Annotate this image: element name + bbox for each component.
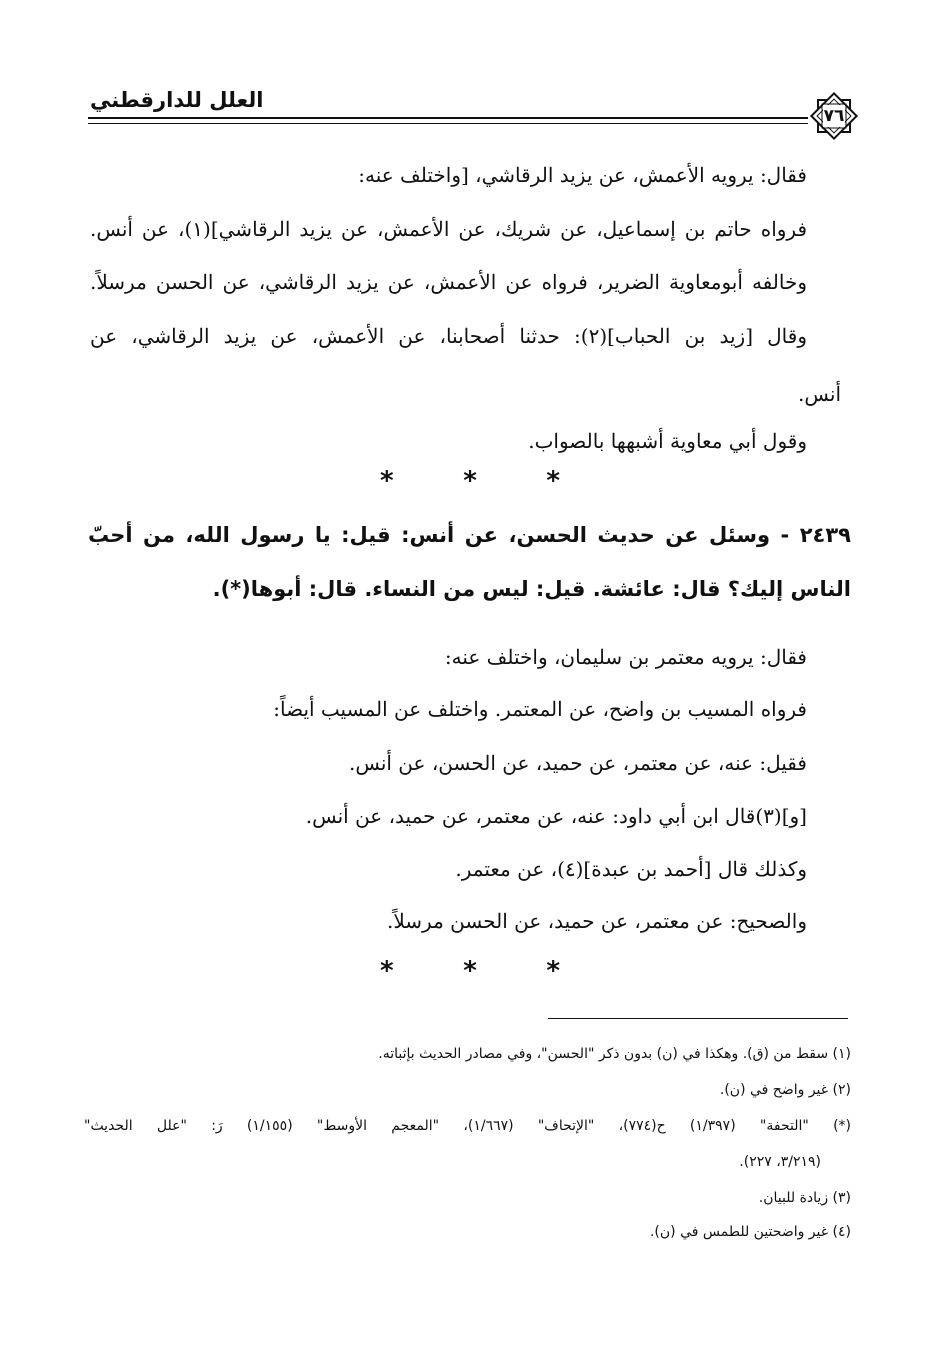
star-icon: * [463,466,477,496]
text-line: فرواه حاتم بن إسماعيل، عن شريك، عن الأعمش، عن يزيد الرقاشي](١)، عن أنس. [90,217,808,241]
question-heading-line: ٢٤٣٩ - وسئل عن حديث الحسن، عن أنس: قيل: يا رسول الله، من أحبّ [88,523,851,547]
text-line: [و](٣)قال ابن أبي داود: عنه، عن معتمر، عن حميد، عن أنس. [305,804,807,828]
text-line: أنس. [798,382,841,406]
star-icon: * [380,956,394,986]
text-line: وكذلك قال [أحمد بن عبدة](٤)، عن معتمر. [455,857,807,881]
star-icon: * [546,956,560,986]
text-line: وقول أبي معاوية أشبهها بالصواب. [528,429,807,453]
header-rule-thin [88,123,808,124]
text-line: فقال: يرويه الأعمش، عن يزيد الرقاشي، [واختلف عنه: [358,163,807,187]
question-heading-line: الناس إليك؟ قال: عائشة. قيل: ليس من النساء. قال: أبوها(*). [212,577,851,601]
section-separator [380,956,560,986]
header-rule [88,117,808,119]
star-icon: * [546,466,560,496]
footnote-continuation: (٣/٢١٩، ٢٢٧). [739,1154,821,1170]
text-line: وخالفه أبومعاوية الضرير، فرواه عن الأعمش، عن يزيد الرقاشي، عن الحسن مرسلاً. [90,270,807,294]
running-header-title: العلل للدارقطني [90,88,264,112]
text-line: فرواه المسيب بن واضح، عن المعتمر. واختلف عن المسيب أيضاً: [273,697,807,721]
text-line: فقيل: عنه، عن معتمر، عن حميد، عن الحسن، عن أنس. [348,751,807,775]
star-icon: * [463,956,477,986]
text-line: وقال [زيد بن الحباب](٢): حدثنا أصحابنا، عن الأعمش، عن يزيد الرقاشي، عن [90,324,807,348]
footnote: (٢) غير واضح في (ن). [719,1082,851,1098]
footnote: (٣) زيادة للبيان. [758,1190,851,1206]
footnote: (٤) غير واضحتين للطمس في (ن). [649,1224,851,1240]
footnote: (١) سقط من (ق). وهكذا في (ن) بدون ذكر "الحسن"، وفي مصادر الحديث بإثباته. [378,1046,851,1062]
footnote-rule [548,1018,848,1019]
footnote: (*) "التحفة" (١/٣٩٧) ح(٧٧٤)، "الإتحاف" (١/٦٦٧)، "المعجم الأوسط" (١/١٥٥) رَ: "علل الحديث" [84,1118,851,1134]
text-line: فقال: يرويه معتمر بن سليمان، واختلف عنه: [444,645,807,669]
text-line: والصحيح: عن معتمر، عن حميد، عن الحسن مرسلاً. [386,909,807,933]
star-icon: * [380,466,394,496]
page-number: ٧٦ [823,106,845,126]
section-separator [380,466,560,496]
page-number-badge [808,90,860,142]
